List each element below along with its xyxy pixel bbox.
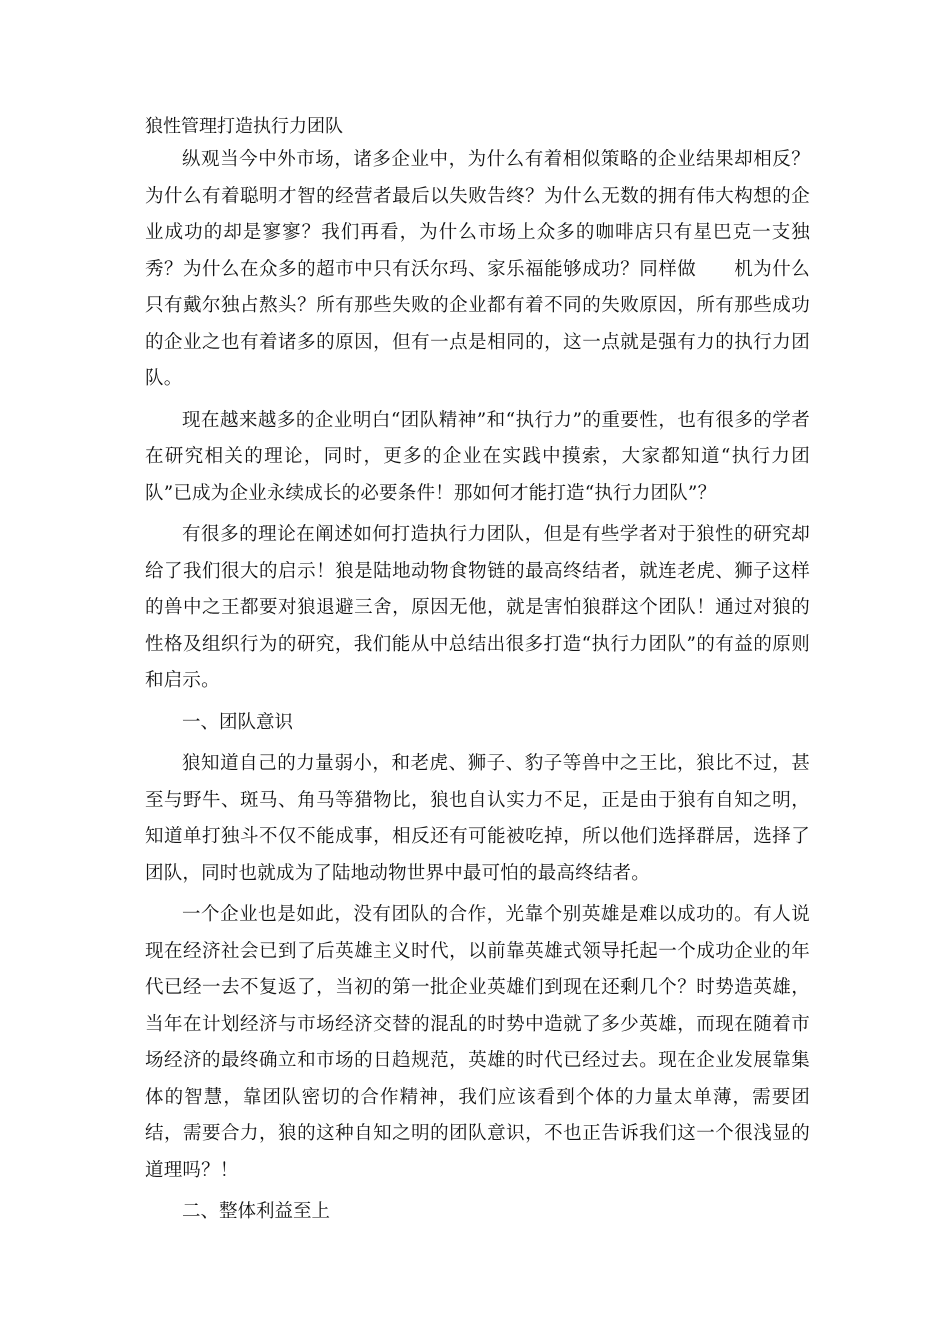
document-title: 狼性管理打造执行力团队 [145, 116, 343, 137]
paragraph-wolf-research: 有很多的理论在阐述如何打造执行力团队，但是有些学者对于狼性的研究却给了我们很大的启示！狼是陆地动物食物链的最高终结者，就连老虎、狮子这样的兽中之王都要对狼退避三舍，原因无他，就是害怕狼群这个团队！通过对狼的性格及组织行为的研究，我们能从中总结出很多打造“执行力团队”的有益的原则和启示。 [145, 524, 810, 691]
section-heading-collective-interest: 二、整体利益至上 [182, 1201, 331, 1222]
paragraph-intro: 纵观当今中外市场，诸多企业中，为什么有着相似策略的企业结果却相反？为什么有着聪明才智的经营者最后以失败告终？为什么无数的拥有伟大构想的企业成功的却是寥寥？我们再看，为什么市场上众多的咖啡店只有星巴克一支独秀？为什么在众多的超市中只有沃尔玛、家乐福能够成功？同样做 机为什么只有戴尔独占熬头？所有那些失败的企业都有着不同的失败原因，所有那些成功的企业之也有着诸多的原因，但有一点是相同的，这一点就是强有力的执行力团队。 [145, 149, 810, 389]
paragraph-importance: 现在越来越多的企业明白“团队精神”和“执行力”的重要性，也有很多的学者在研究相关的理论，同时，更多的企业在实践中摸索，大家都知道“执行力团队”已成为企业永续成长的必要条件！那如何才能打造“执行力团队”？ [145, 409, 810, 504]
document-page [145, 112, 810, 1236]
paragraph-enterprise-team: 一个企业也是如此，没有团队的合作，光靠个别英雄是难以成功的。有人说现在经济社会已到了后英雄主义时代，以前靠英雄式领导托起一个成功企业的年代已经一去不复返了，当初的第一批企业英雄们到现在还剩几个？时势造英雄，当年在计划经济与市场经济交替的混乱的时势中造就了多少英雄，而现在随着市场经济的最终确立和市场的日趋规范，英雄的时代已经过去。现在企业发展靠集体的智慧，靠团队密切的合作精神，我们应该看到个体的力量太单薄，需要团结，需要合力，狼的这种自知之明的团队意识，不也正告诉我们这一个很浅显的道理吗？！ [145, 904, 810, 1181]
paragraph-wolf-weakness: 狼知道自己的力量弱小，和老虎、狮子、豹子等兽中之王比，狼比不过，甚至与野牛、斑马、角马等猎物比，狼也自认实力不足，正是由于狼有自知之明，知道单打独斗不仅不能成事，相反还有可能被吃掉，所以他们选择群居，选择了团队，同时也就成为了陆地动物世界中最可怕的最高终结者。 [145, 753, 810, 884]
section-heading-team-awareness: 一、团队意识 [182, 711, 294, 733]
